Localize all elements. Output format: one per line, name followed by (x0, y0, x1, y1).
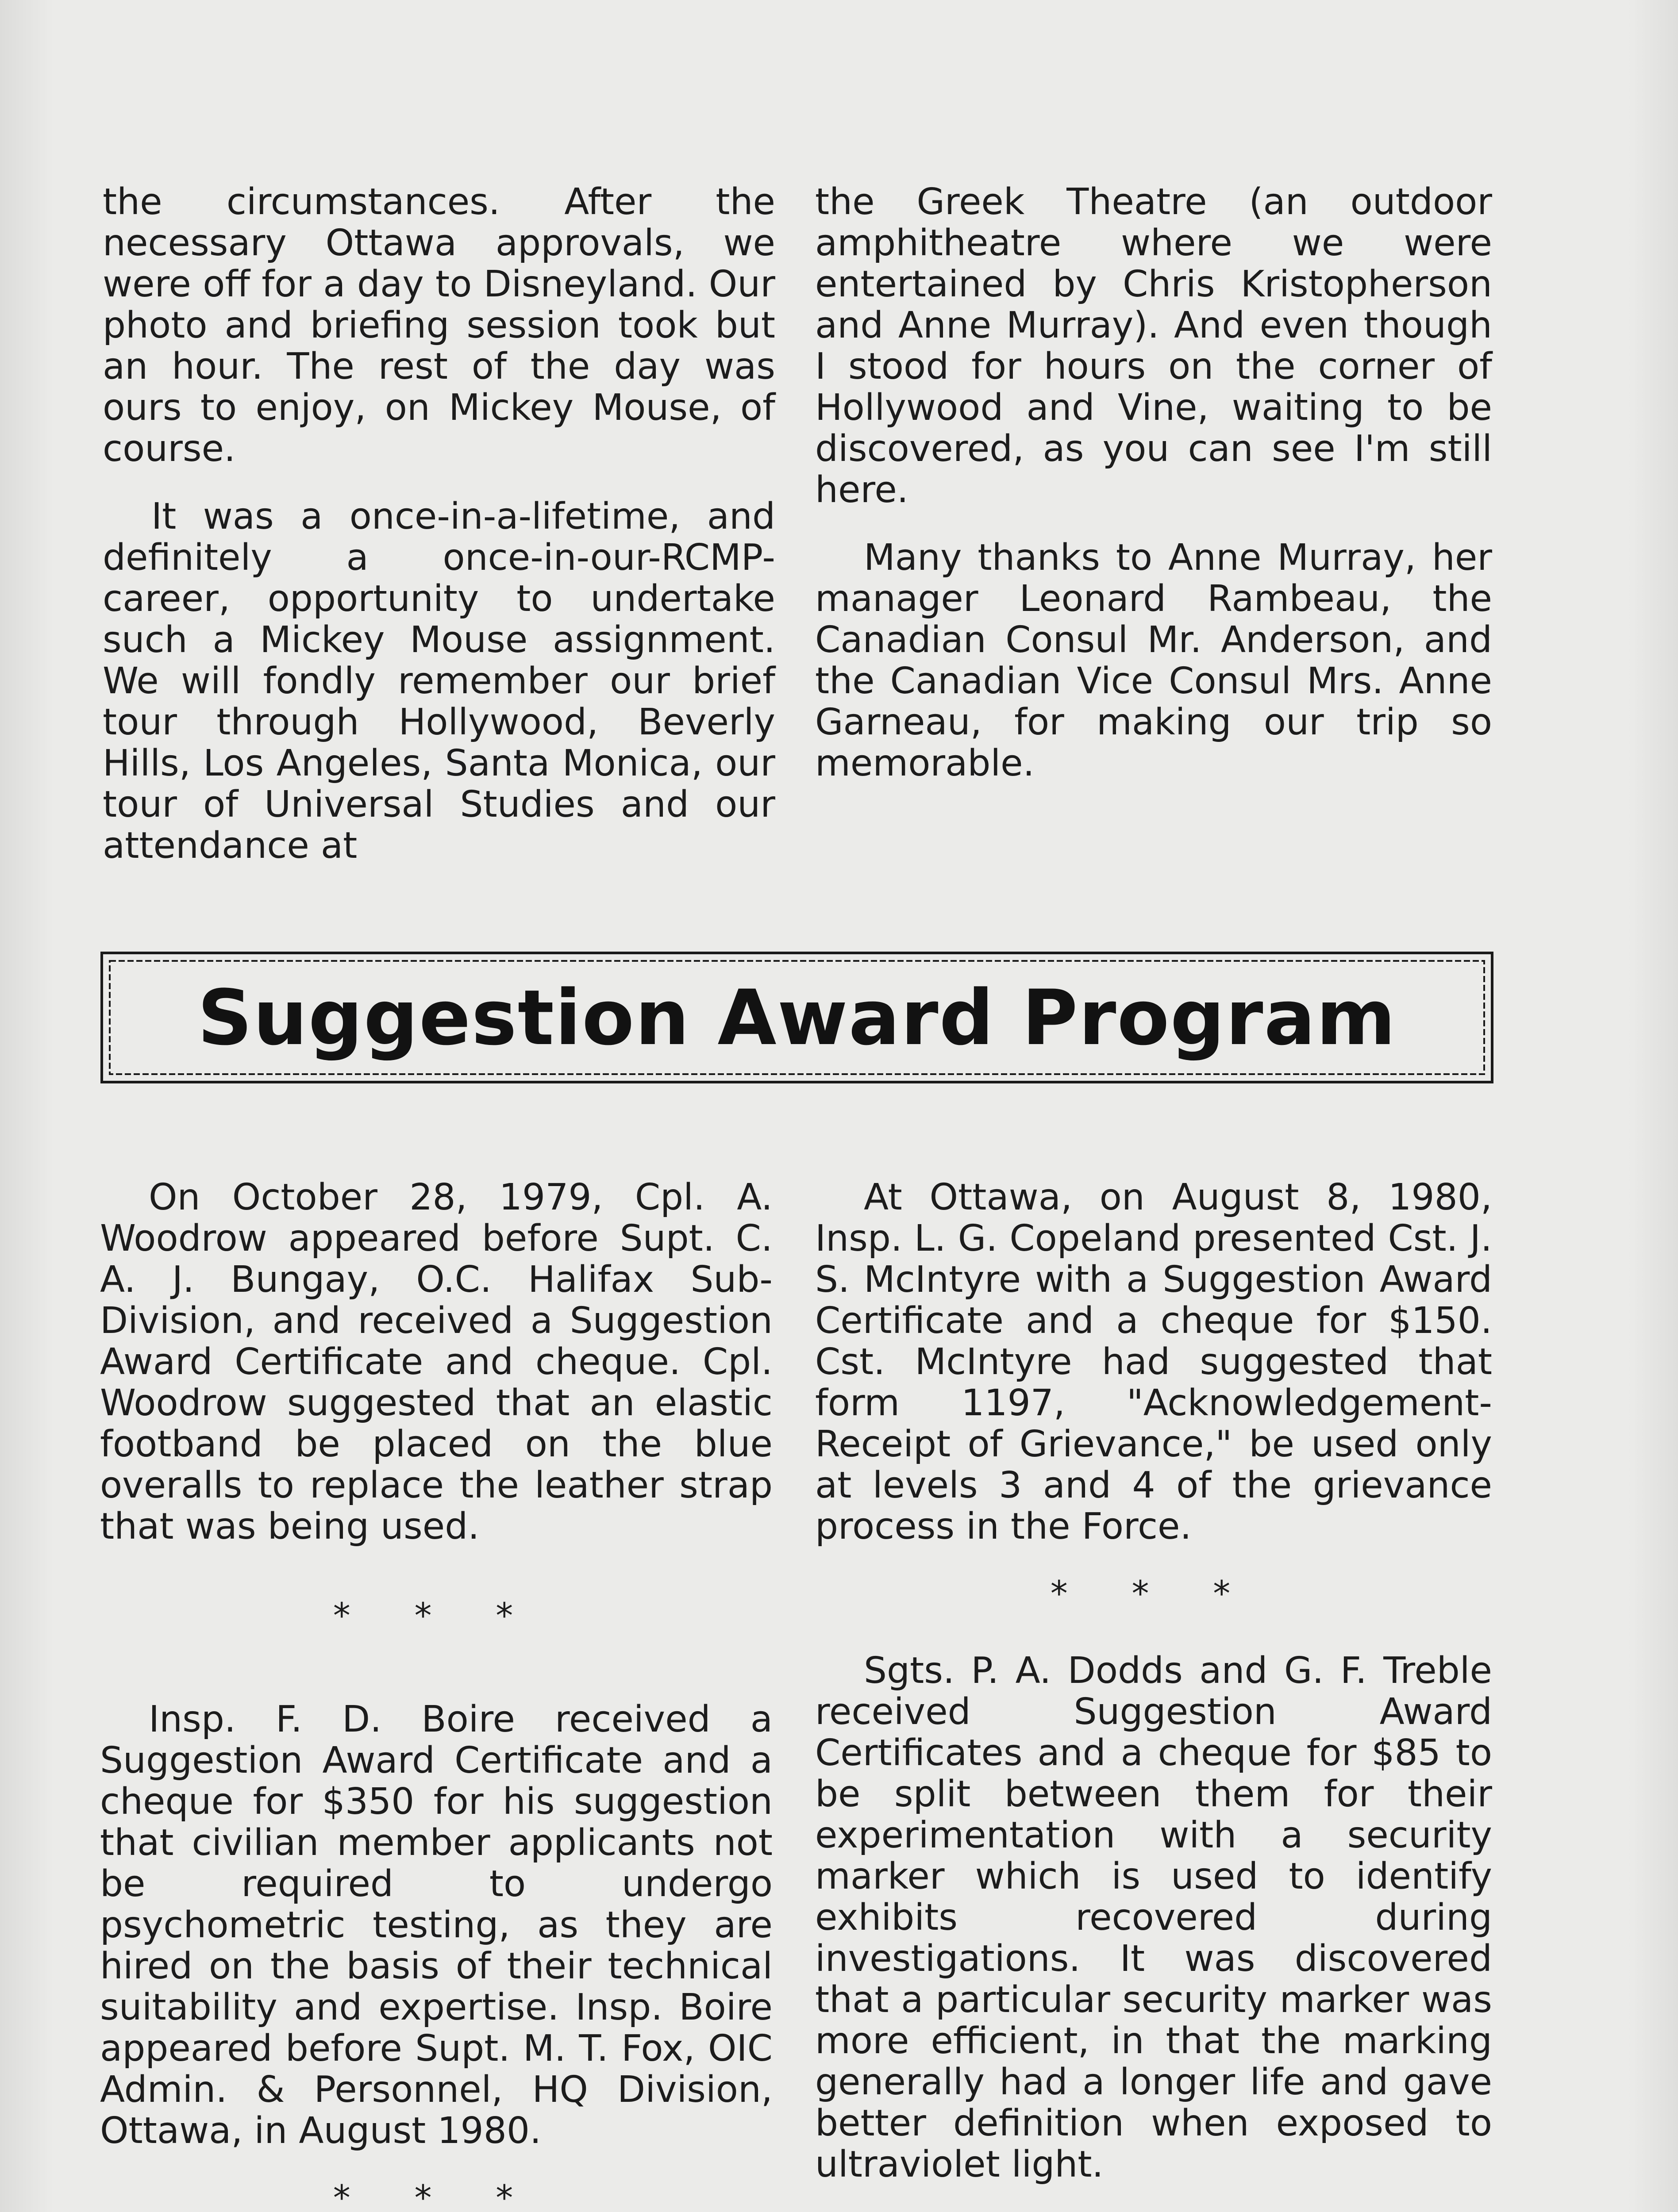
awards-left-column (100, 1177, 773, 2212)
awards-right-column (815, 1177, 1492, 2212)
article-paragraph: It was a once-in-a-lifetime, and definitely a once-in-our-RCMP-career, opportunity to undertake such a Mickey Mouse assignment. We will fondly remember our brief tour through Hollywood, Beverly Hills, Los Angeles, Santa Monica, our tour of Universal Studies and our attendance at (103, 495, 775, 867)
section-separator: * * * (1050, 1574, 1257, 1614)
section-title: Suggestion Award Program (197, 973, 1397, 1062)
section-separator: * * * (333, 1596, 540, 1636)
award-item: At Ottawa, on August 8, 1980, Insp. L. G. Copeland presented Cst. J. S. McIntyre with a Suggestion Award Certificate and a cheque for $150. Cst. McIntyre had suggested that form 1197, "Acknowledgement-Receipt of Grievance," be used only at levels 3 and 4 of the grievance process in the Force. (815, 1176, 1492, 1548)
award-item: On October 28, 1979, Cpl. A. Woodrow appeared before Supt. C. A. J. Bungay, O.C. Halifax Sub-Division, and received a Suggestion Award Certificate and cheque. Cpl. Woodrow suggested that an elastic footband be placed on the blue overalls to replace the leather strap that was being used. (100, 1176, 773, 1548)
article-right-column (815, 181, 1492, 810)
article-paragraph: the circumstances. After the necessary Ottawa approvals, we were off for a day to Disneyland. Our photo and briefing session took but an hour. The rest of the day was ours to enjoy, on Mickey Mouse, of course. (103, 181, 775, 470)
article-paragraph: Many thanks to Anne Murray, her manager Leonard Rambeau, the Canadian Consul Mr. Anderson, and the Canadian Vice Consul Mrs. Anne Garneau, for making our trip so memorable. (815, 537, 1492, 784)
section-separator: * * * (333, 2178, 540, 2212)
section-banner (100, 951, 1494, 1084)
award-item: Sgts. P. A. Dodds and G. F. Treble received Suggestion Award Certificates and a cheque for $85 to be split between them for their experimentation with a security marker which is used to identify exhibits recovered during investigations. It was discovered that a particular security marker was more efficient, in that the marking generally had a longer life and gave better definition when exposed to ultraviolet light. (815, 1650, 1492, 2185)
award-item: Insp. F. D. Boire received a Suggestion Award Certificate and a cheque for $350 for his suggestion that civilian member applicants not be required to undergo psychometric testing, as they are hired on the basis of their technical suitability and expertise. Insp. Boire appeared before Supt. M. T. Fox, OIC Admin. & Personnel, HQ Division, Ottawa, in August 1980. (100, 1698, 773, 2152)
article-paragraph: the Greek Theatre (an outdoor amphitheatre where we were entertained by Chris Kristopherson and Anne Murray). And even though I stood for hours on the corner of Hollywood and Vine, waiting to be discovered, as you can see I'm still here. (815, 181, 1492, 511)
article-left-column (103, 181, 775, 893)
